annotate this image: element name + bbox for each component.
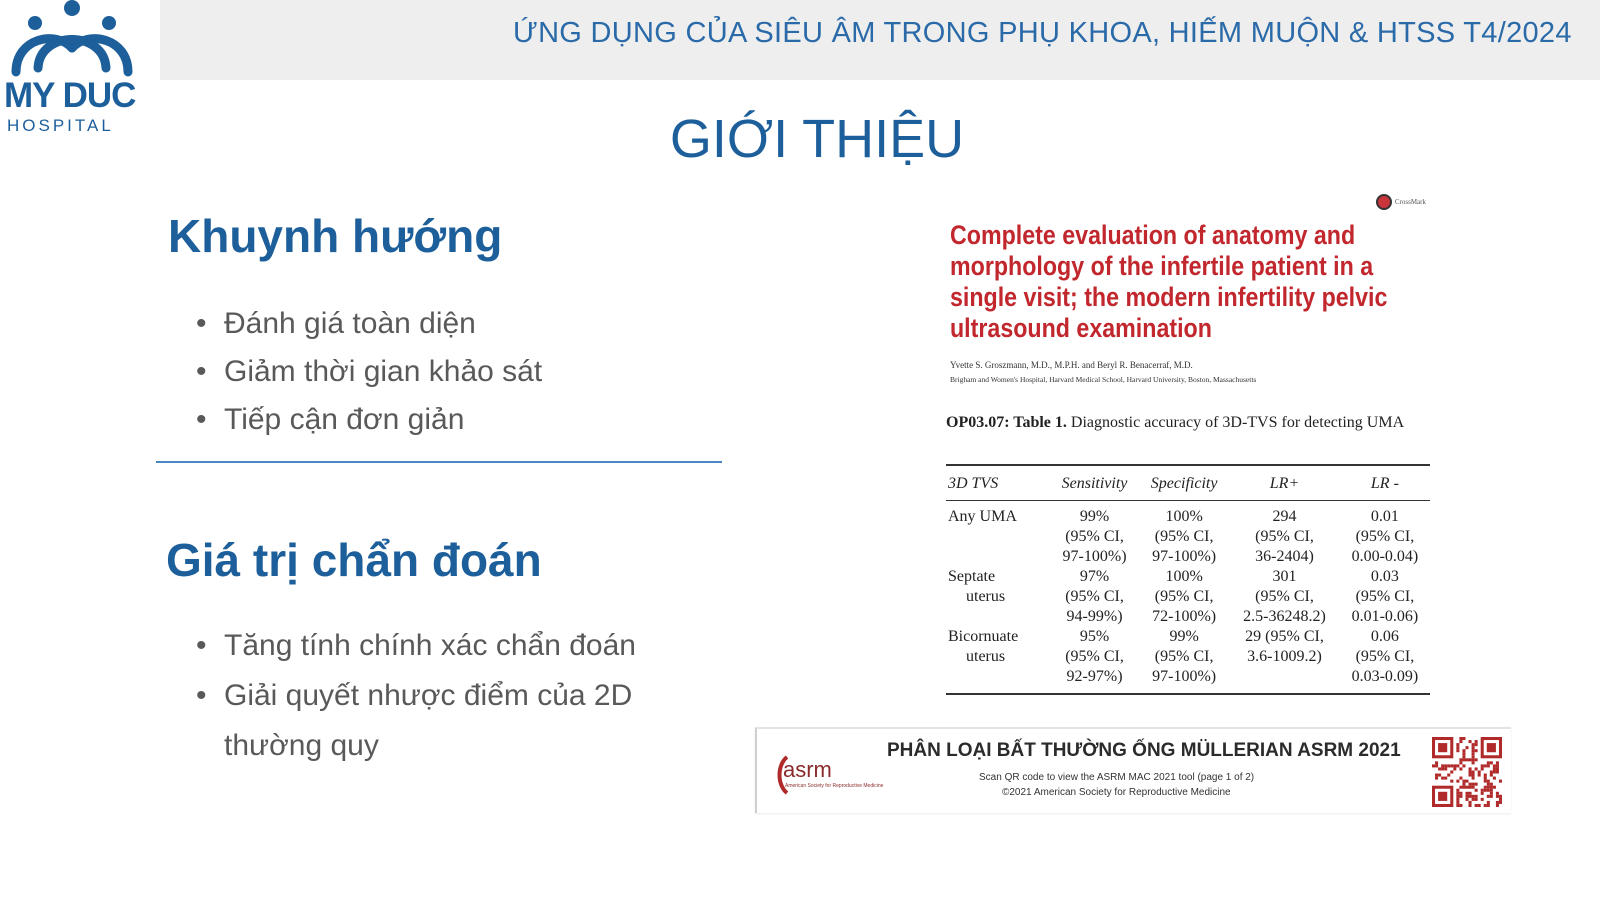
table-caption-label: OP03.07: Table 1.: [946, 414, 1067, 431]
bullet-item: • Tiếp cận đơn giản: [196, 396, 542, 444]
crossmark-label: CrossMark: [1394, 198, 1426, 206]
bullet-item: • Đánh giá toàn diện: [196, 300, 542, 348]
banner-copyright: ©2021 American Society for Reproductive Medicine: [1002, 787, 1231, 798]
table-cell: 29 (95% CI, 3.6-1009.2): [1245, 628, 1324, 665]
diagnostic-bullet-list: [196, 621, 716, 771]
bullet-item: • Giảm thời gian khảo sát: [196, 348, 542, 396]
banner-qr-instruction: Scan QR code to view the ASRM MAC 2021 tool (page 1 of 2): [979, 772, 1255, 783]
table-cell: 97% (95% CI, 94-99%): [1065, 568, 1124, 625]
bullet-item: • Giải quyết nhược điểm của 2D thường quy: [196, 671, 716, 771]
section-divider: [156, 461, 722, 463]
table-cell: 99% (95% CI, 97-100%): [1152, 628, 1217, 685]
table-cell: 100% (95% CI, 97-100%): [1152, 508, 1217, 565]
table-cell: 0.01 (95% CI, 0.00-0.04): [1351, 508, 1419, 565]
table-cell: 95% (95% CI, 92-97%): [1065, 628, 1124, 685]
article-authors: Yvette S. Groszmann, M.D., M.P.H. and Beryl R. Benacerraf, M.D.: [950, 360, 1193, 370]
logo-name: MY DUC: [4, 76, 136, 115]
article-excerpt: [946, 192, 1430, 706]
row-label: Any UMA: [948, 508, 1017, 525]
column-header: LR -: [1340, 465, 1430, 501]
section-heading-diagnostic-value: Giá trị chẩn đoán: [166, 534, 542, 586]
banner-title: PHÂN LOẠI BẤT THƯỜNG ỐNG MÜLLERIAN ASRM 2021: [887, 740, 1401, 761]
article-affiliation: Brigham and Women's Hospital, Harvard Medical School, Harvard University, Boston, Massachusetts: [950, 375, 1257, 384]
header-bar: [160, 0, 1600, 80]
table-row: [946, 567, 1430, 627]
table-row: [946, 501, 1430, 568]
table-cell: 100% (95% CI, 72-100%): [1152, 568, 1217, 625]
header-title: ỨNG DỤNG CỦA SIÊU ÂM TRONG PHỤ KHOA, HIẾM MUỘN & HTSS T4/2024: [513, 17, 1572, 49]
logo-subname: HOSPITAL: [7, 116, 114, 135]
table-cell: 0.03 (95% CI, 0.01-0.06): [1351, 568, 1419, 625]
column-header: LR+: [1229, 465, 1340, 501]
section-heading-trend: Khuynh hướng: [168, 210, 503, 262]
asrm-banner: [755, 727, 1511, 813]
table-caption-text: Diagnostic accuracy of 3D-TVS for detecting UMA: [1066, 414, 1405, 431]
column-header: Sensitivity: [1050, 465, 1139, 501]
table-cell: 294 (95% CI, 36-2404): [1255, 508, 1314, 565]
row-label: Bicornuate uterus: [948, 628, 1019, 665]
table-cell: 99% (95% CI, 97-100%): [1062, 508, 1127, 565]
crossmark-icon: [1376, 194, 1392, 210]
table-caption: [946, 413, 1430, 433]
table-cell: 301 (95% CI, 2.5-36248.2): [1243, 568, 1326, 625]
asrm-logo-subtext: American Society for Reproductive Medicine: [785, 783, 884, 789]
crossmark-badge: [1376, 194, 1426, 210]
table-header-row: [946, 465, 1430, 501]
table-cell: 0.06 (95% CI, 0.03-0.09): [1351, 628, 1419, 685]
row-label: Septate uterus: [948, 568, 1006, 605]
column-header: Specificity: [1139, 465, 1229, 501]
article-title: Complete evaluation of anatomy and morphology of the infertile patient in a single visit; the modern infertility pelvic ultrasound examination: [950, 220, 1388, 343]
trend-bullet-list: [196, 300, 542, 444]
qr-code-icon[interactable]: [1432, 737, 1502, 807]
bullet-item: • Tăng tính chính xác chẩn đoán: [196, 621, 716, 671]
diagnostic-accuracy-table: [946, 464, 1430, 695]
table-row: [946, 627, 1430, 694]
asrm-logo-text: asrm: [783, 757, 832, 782]
column-header: 3D TVS: [946, 465, 1050, 501]
page-title: GIỚI THIỆU: [669, 109, 965, 169]
